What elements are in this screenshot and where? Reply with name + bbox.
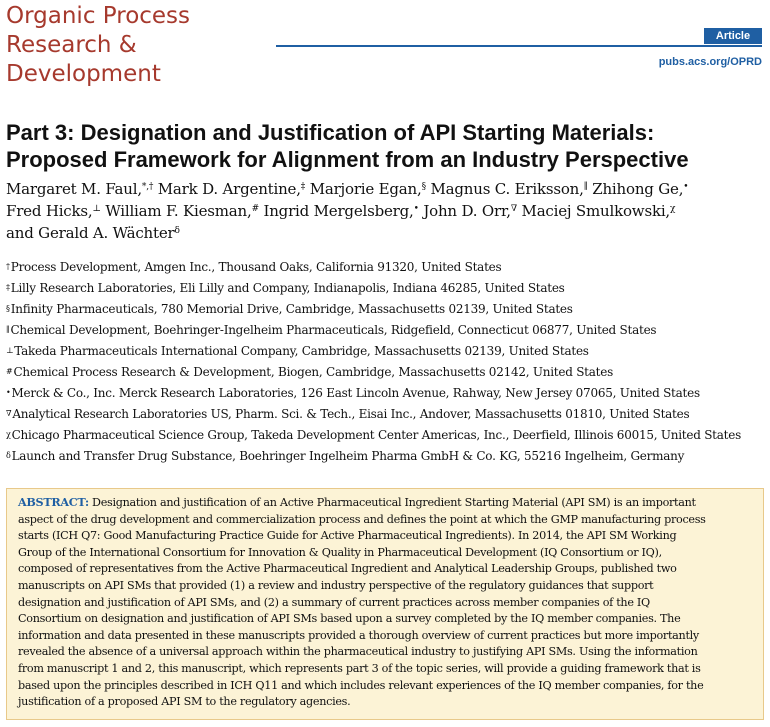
affiliation-text: Analytical Research Laboratories US, Pharm. Sci. & Tech., Eisai Inc., Andover, Massachusetts 01810, United States [12,407,690,421]
author-mark: # [251,204,259,214]
affiliation-mark: ∥ [6,325,10,334]
author-name[interactable]: Maciej Smulkowski, [521,202,670,220]
abstract-box [6,488,764,720]
affiliation-item [6,446,766,467]
author-mark: ‡ [300,182,306,192]
author-name[interactable]: William F. Kiesman, [105,202,252,220]
abstract-line: composed of representatives from the Active Pharmaceutical Ingredient and Analytical Leadership Groups, published two [18,562,677,576]
affiliation-mark: § [6,304,10,313]
abstract-label: ABSTRACT: [18,495,89,509]
author-line [6,178,766,200]
affiliation-mark: • [6,388,11,397]
journal-name-line: Research & [6,32,137,58]
author-name[interactable]: and Gerald A. Wächter [6,224,175,242]
affiliation-item [6,299,766,320]
journal-website-link[interactable]: pubs.acs.org/OPRD [658,56,762,68]
abstract-line: from manuscript 1 and 2, this manuscript, which represents part 3 of the topic series, will provide a guiding framework that is [18,661,701,675]
affiliation-mark: χ [6,430,11,439]
affiliation-mark: ⊥ [6,346,14,355]
affiliation-text: Lilly Research Laboratories, Eli Lilly and Company, Indianapolis, Indiana 46285, United States [10,281,565,295]
author-mark: • [683,182,689,192]
affiliation-item [6,425,766,446]
affiliation-text: Merck & Co., Inc. Merck Research Laboratories, 126 East Lincoln Avenue, Rahway, New Jersey 07065, United States [11,386,700,400]
author-mark: • [413,204,419,214]
affiliation-text: Chemical Development, Boehringer-Ingelheim Pharmaceuticals, Ridgefield, Connecticut 06877, United States [10,323,657,337]
author-name[interactable]: Marjorie Egan, [309,180,422,198]
affiliation-mark: # [6,367,13,376]
abstract-line: aspect of the drug development and commercialization process and defines the point at which the GMP manufacturing process [18,512,706,526]
header-rule [276,45,762,47]
article-title [6,119,766,173]
affiliation-mark: δ [6,451,11,460]
author-name[interactable]: Magnus C. Eriksson, [430,180,584,198]
author-name[interactable]: Fred Hicks, [6,202,93,220]
author-mark: δ [174,226,180,236]
affiliation-item [6,278,766,299]
abstract-text: Designation and justification of an Active Pharmaceutical Ingredient Starting Material (API SM) is an important [92,496,696,509]
affiliation-text: Infinity Pharmaceuticals, 780 Memorial Drive, Cambridge, Massachusetts 02139, United States [10,302,573,316]
author-mark: ∇ [510,204,517,214]
affiliation-mark: ∇ [6,409,12,418]
affiliation-text: Launch and Transfer Drug Substance, Boehringer Ingelheim Pharma GmbH & Co. KG, 55216 Ingelheim, Germany [11,449,685,463]
affiliation-mark: † [6,262,10,271]
author-mark: χ [670,204,676,214]
abstract-line: information and data presented in these manuscripts provided a thorough overview of current practices but more importantly [18,628,699,642]
author-name[interactable]: Mark D. Argentine, [157,180,301,198]
author-mark: ∥ [583,182,588,192]
abstract-line: Group of the International Consortium for Innovation & Quality in Pharmaceutical Development (IQ Consortium or IQ), [18,545,662,559]
abstract-line: revealed the absence of a universal approach within the pharmaceutical industry to justifying API SMs. Using the information [18,645,698,659]
author-line [6,200,766,222]
author-name[interactable]: Ingrid Mergelsberg, [263,202,414,220]
affiliation-text: Takeda Pharmaceuticals International Company, Cambridge, Massachusetts 02139, United States [14,344,589,358]
author-name[interactable]: Zhihong Ge, [592,180,684,198]
affiliation-text: Process Development, Amgen Inc., Thousand Oaks, California 91320, United States [10,260,502,274]
author-mark: ⊥ [92,204,101,214]
author-name[interactable]: Margaret M. Faul, [6,180,142,198]
abstract-line: Consortium on designation and justification of API SMs based upon a survey completed by the IQ member companies. The [18,612,681,626]
author-list [6,178,766,244]
affiliation-list [6,257,766,467]
abstract-line: designation and justification of API SMs, and (2) a summary of current practices across member companies of the IQ [18,595,650,609]
affiliation-item [6,404,766,425]
affiliation-item [6,320,766,341]
author-mark: § [421,182,426,192]
author-mark: *,† [141,182,154,192]
author-name[interactable]: John D. Orr, [423,202,511,220]
abstract-line: starts (ICH Q7: Good Manufacturing Practice Guide for Active Pharmaceutical Ingredients). In 2014, the API SM Working [18,529,677,543]
affiliation-mark: ‡ [6,283,10,292]
abstract-line [18,494,753,512]
article-type-badge: Article [704,28,762,44]
title-line: Proposed Framework for Alignment from an Industry Perspective [6,147,689,172]
journal-name-line: Development [6,61,161,87]
affiliation-item [6,341,766,362]
affiliation-text: Chemical Process Research & Development, Biogen, Cambridge, Massachusetts 02142, United States [13,365,613,379]
affiliation-item [6,257,766,278]
abstract-line: based upon the principles described in ICH Q11 and which includes relevant experiences of the IQ member companies, for the [18,678,704,692]
journal-name [6,2,190,89]
affiliation-item [6,383,766,404]
affiliation-item [6,362,766,383]
abstract-line: manuscripts on API SMs that provided (1) a review and industry perspective of the regulatory guidances that support [18,578,654,592]
author-line [6,222,766,244]
affiliation-text: Chicago Pharmaceutical Science Group, Takeda Development Center Americas, Inc., Deerfield, Illinois 60015, United States [11,428,741,442]
journal-name-line: Organic Process [6,3,191,29]
abstract-line: justification of a proposed API SM to the regulatory agencies. [18,695,351,709]
title-line: Part 3: Designation and Justification of API Starting Materials: [6,120,655,145]
